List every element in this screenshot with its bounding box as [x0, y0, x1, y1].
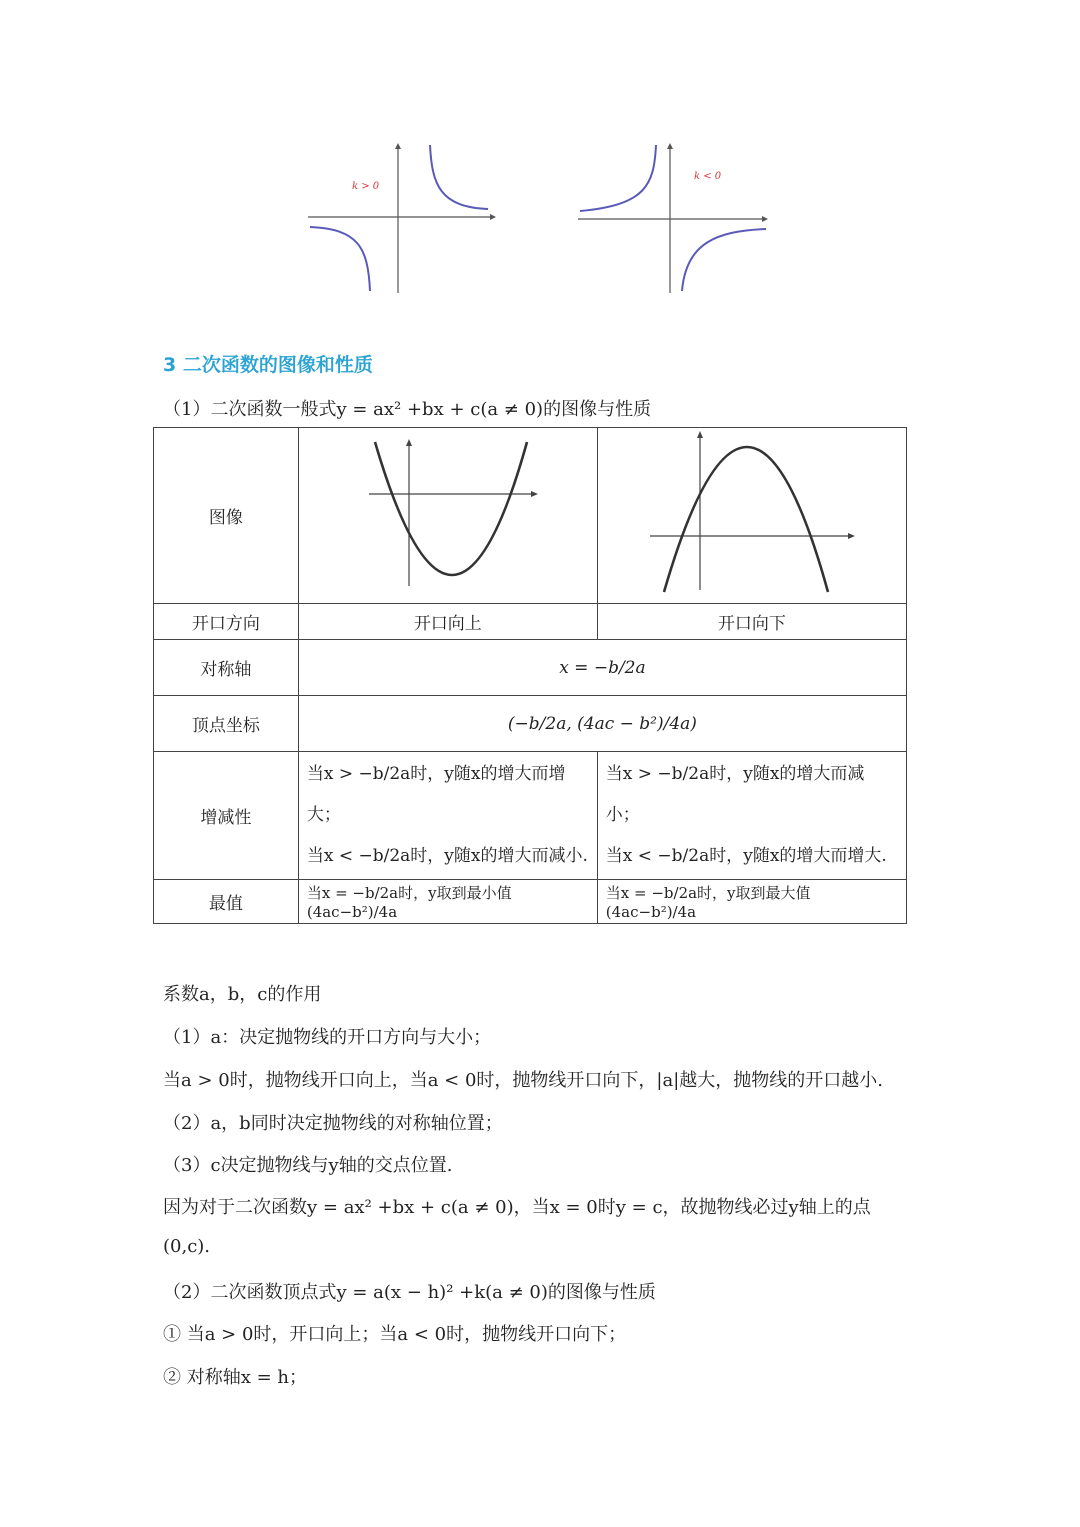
table-row — [154, 696, 907, 752]
hyperbola-branch-lower — [310, 227, 370, 291]
mono-up-cell — [298, 752, 597, 880]
mono-down-line-2: 当x < −b/2a时，y随x的增大而增大. — [605, 845, 887, 866]
body-line: （2）a，b同时决定抛物线的对称轴位置； — [163, 1113, 503, 1134]
hyperbola-k-positive-graph — [300, 135, 500, 300]
row-label-open: 开口方向 — [154, 604, 299, 640]
x-axis-arrow — [490, 214, 496, 220]
mono-down-cell — [597, 752, 906, 880]
quadratic-properties-table — [153, 427, 907, 924]
row-label-image: 图像 — [154, 428, 299, 604]
row-label-axis: 对称轴 — [154, 640, 299, 696]
extreme-down-cell: 当x = −b/2a时，y取到最大值(4ac−b²)/4a — [597, 880, 906, 924]
parabola-curve — [664, 447, 828, 592]
row-label-vertex: 顶点坐标 — [154, 696, 299, 752]
mono-down-line-1: 当x > −b/2a时，y随x的增大而减小； — [605, 764, 865, 826]
body-line: (0,c). — [163, 1236, 211, 1257]
hyperbola-branch-upper-left — [580, 145, 656, 211]
x-axis-arrow — [762, 216, 768, 222]
extreme-up-cell: 当x = −b/2a时，y取到最小值(4ac−b²)/4a — [298, 880, 597, 924]
section-heading: 3 二次函数的图像和性质 — [163, 354, 373, 376]
hyperbola-k-negative-graph — [570, 135, 775, 300]
axis-formula: x = −b/2a — [298, 640, 906, 696]
hyperbola-branch-lower-right — [682, 229, 766, 291]
y-axis-arrow — [406, 439, 412, 446]
body-line: ② 对称轴x = h； — [163, 1367, 307, 1388]
body-line: ① 当a > 0时，开口向上；当a < 0时，抛物线开口向下； — [163, 1324, 627, 1345]
y-axis-arrow — [667, 143, 673, 149]
table-row — [154, 752, 907, 880]
x-axis-arrow — [848, 533, 855, 539]
body-line: 当a > 0时，抛物线开口向上，当a < 0时，抛物线开口向下，|a|越大，抛物线的开口越小. — [163, 1070, 883, 1091]
table-subtitle: （1）二次函数一般式y = ax² +bx + c(a ≠ 0)的图像与性质 — [163, 399, 652, 420]
parabola-curve — [375, 442, 527, 575]
y-axis-arrow — [395, 143, 401, 149]
x-axis-arrow — [531, 491, 538, 497]
table-row — [154, 428, 907, 604]
table-row — [154, 880, 907, 924]
body-line: （2）二次函数顶点式y = a(x − h)² +k(a ≠ 0)的图像与性质 — [163, 1282, 656, 1303]
mono-up-line-2: 当x < −b/2a时，y随x的增大而减小. — [306, 845, 588, 866]
table-row — [154, 640, 907, 696]
k-negative-label: k < 0 — [694, 171, 722, 182]
row-label-monotonic: 增减性 — [154, 752, 299, 880]
mono-up-line-1: 当x > −b/2a时，y随x的增大而增大； — [306, 764, 566, 826]
vertex-formula: (−b/2a, (4ac − b²)/4a) — [298, 696, 906, 752]
body-line: 因为对于二次函数y = ax² +bx + c(a ≠ 0)，当x = 0时y = c，故抛物线必过y轴上的点 — [163, 1197, 871, 1218]
parabola-up-graph — [303, 428, 593, 598]
parabola-down-graph — [602, 428, 902, 598]
open-down-cell: 开口向下 — [597, 604, 906, 640]
y-axis-arrow — [697, 431, 703, 438]
body-line: （1）a：决定抛物线的开口方向与大小； — [163, 1027, 492, 1048]
body-line: （3）c决定抛物线与y轴的交点位置. — [163, 1155, 453, 1176]
hyperbola-branch-upper — [430, 145, 488, 209]
graph-open-down-cell — [597, 428, 906, 604]
row-label-extreme: 最值 — [154, 880, 299, 924]
graph-open-up-cell — [298, 428, 597, 604]
k-positive-label: k > 0 — [352, 181, 380, 192]
table-row — [154, 604, 907, 640]
open-up-cell: 开口向上 — [298, 604, 597, 640]
body-line: 系数a，b，c的作用 — [163, 984, 322, 1005]
